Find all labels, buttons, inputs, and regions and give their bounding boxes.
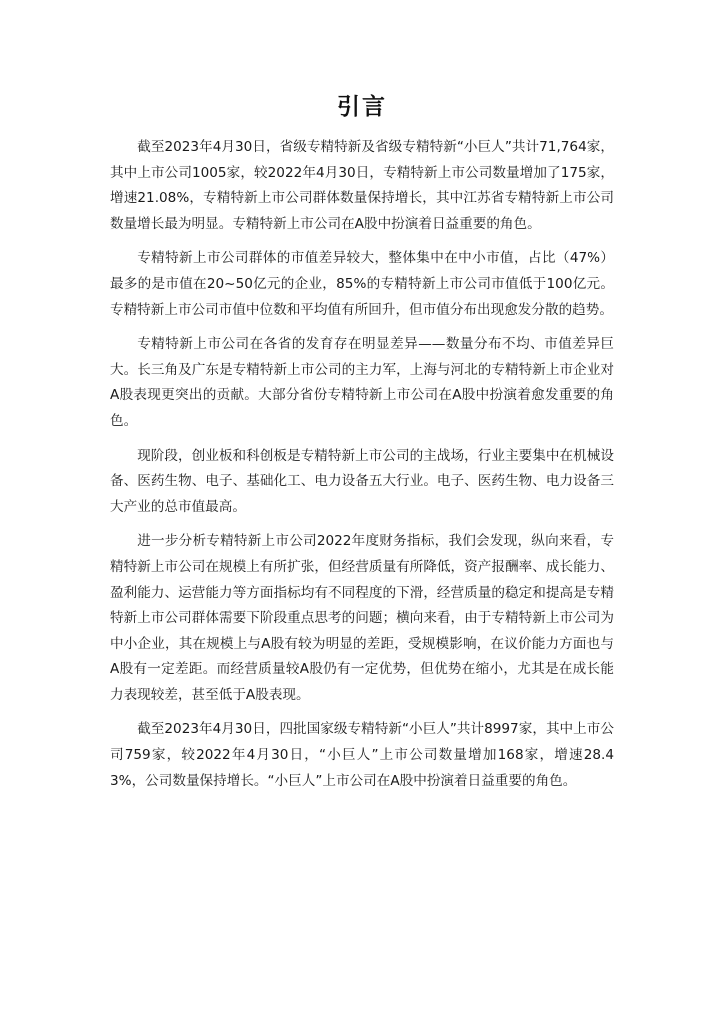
paragraph-4: 现阶段，创业板和科创板是专精特新上市公司的主战场，行业主要集中在机械设备、医药生物、电子、基础化工、电力设备五大行业。电子、医药生物、电力设备三大产业的总市值最高。: [110, 447, 614, 515]
page-title: 引言: [337, 94, 387, 120]
paragraph-2: 专精特新上市公司群体的市值差异较大，整体集中在中小市值，占比（47%）最多的是市值在20~50亿元的企业，85%的专精特新上市公司市值低于100亿元。专精特新上市公司市值中位数和平均值有所回升，但市值分布出现愈发分散的趋势。: [110, 250, 614, 318]
paragraph-6: 截至2023年4月30日，四批国家级专精特新“小巨人”共计8997家，其中上市公司759家，较2022年4月30日，“小巨人”上市公司数量增加168家，增速28.43%，公司数量保持增长。“小巨人”上市公司在A股中扮演着日益重要的角色。: [110, 721, 614, 789]
paragraph-3: 专精特新上市公司在各省的发育存在明显差异——数量分布不均、市值差异巨大。长三角及广东是专精特新上市公司的主力军，上海与河北的专精特新上市企业对A股表现更突出的贡献。大部分省份专精特新上市公司在A股中扮演着愈发重要的角色。: [110, 336, 614, 429]
paragraph-1: 截至2023年4月30日，省级专精特新及省级专精特新“小巨人”共计71,764家，其中上市公司1005家，较2022年4月30日，专精特新上市公司数量增加了175家，增速21.08%，专精特新上市公司群体数量保持增长，其中江苏省专精特新上市公司数量增长最为明显。专精特新上市公司在A股中扮演着日益重要的角色。: [110, 139, 614, 232]
paragraph-5: 进一步分析专精特新上市公司2022年度财务指标，我们会发现，纵向来看，专精特新上市公司在规模上有所扩张，但经营质量有所降低，资产报酬率、成长能力、盈利能力、运营能力等方面指标均有不同程度的下滑，经营质量的稳定和提高是专精特新上市公司群体需要下阶段重点思考的问题；横向来看，由于专精特新上市公司为中小企业，其在规模上与A股有较为明显的差距，受规模影响，在议价能力方面也与A股有一定差距。而经营质量较A股仍有一定优势，但优势在缩小，尤其是在成长能力表现较差，甚至低于A股表现。: [110, 533, 614, 703]
